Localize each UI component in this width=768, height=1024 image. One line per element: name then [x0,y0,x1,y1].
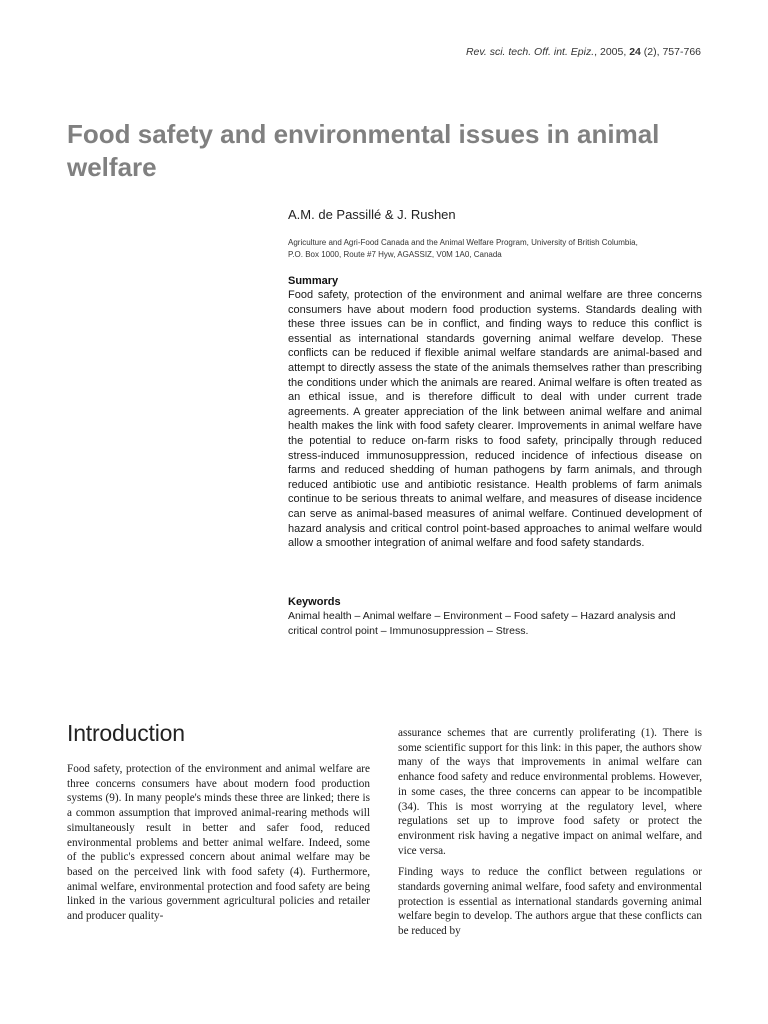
journal-name: Rev. sci. tech. Off. int. Epiz. [465,46,595,58]
summary-text: Food safety, protection of the environment and animal welfare are three concerns consumers have about modern food production systems. Standards dealing with these three issues can be in conflict, and finding ways to reduce this conflict is essential as international standards governing animal welfare develop. These conflicts can be reduced if flexible animal welfare standards are animal-based and attempt to directly assess the state of the animals themselves rather than prescribing the conditions under which the animals are reared. Animal welfare is often treated as an ethical issue, and is therefore difficult to deal with under current trade agreements. A greater appreciation of the link between animal welfare and animal health makes the link with food safety clearer. Improvements in animal welfare have the potential to reduce on-farm risks to food safety, principally through reduced stress-induced immunosuppression, reduced incidence of infectious disease on farms and reduced shedding of human pathogens by farm animals, and through reduced antibiotic use and antibiotic resistance. Health problems of farm animals continue to be serious threats to animal welfare, and measures of disease incidence can serve as animal-based measures of animal welfare. Continued development of hazard analysis and critical control point-based approaches to animal welfare would allow a smoother integration of animal welfare and food safety standards. [288,289,702,550]
journal-year: , 2005, [594,46,630,58]
affiliation-line-2: P.O. Box 1000, Route #7 Hyw, AGASSIZ, V0M 1A0, Canada [288,250,502,259]
introduction-paragraph-3: Finding ways to reduce the conflict between regulations or standards governing animal welfare, food safety and environmental protection is essential as international standards governing animal welfare begin to develop. The authors argue that these conflicts can be reduced by [398,866,702,938]
introduction-right-column [398,726,702,946]
affiliation-line-1: Agriculture and Agri-Food Canada and the Animal Welfare Program, University of British Columbia, [288,238,638,247]
introduction-paragraph-2: assurance schemes that are currently proliferating (1). There is some scientific support for this link: in this paper, the authors show many of the ways that improvements in animal welfare can enhance food safety and reduce environmental problems. However, in some cases, the three concerns can appear to be incompatible (34). This is most worrying at the regulatory level, where regulations set up to improve food safety or protect the environment risk having a negative impact on animal welfare, and vice versa. [398,727,702,857]
journal-volume: 24 [629,46,641,58]
introduction-heading: Introduction [67,720,185,746]
summary-heading: Summary [288,275,339,287]
authors: A.M. de Passillé & J. Rushen [288,207,456,222]
keywords-text: Animal health – Animal welfare – Environment – Food safety – Hazard analysis and critical control point – Immunosuppression – Stress. [288,610,676,637]
keywords-heading: Keywords [288,596,341,608]
journal-issue-pages: (2), 757-766 [640,46,701,58]
introduction-paragraph-1: Food safety, protection of the environment and animal welfare are three concerns consumers have about modern food production systems (9). In many people's minds these three are linked; there is a common assumption that improved animal-rearing methods will simultaneously result in better and safer food, reduced environmental problems and better animal welfare. Indeed, some of the public's expressed concern about animal welfare may be based on the perceived link with food safety (4). Furthermore, animal welfare, environmental protection and food safety are being linked in the various government agricultural policies and retailer and producer quality- [67,763,370,923]
keywords-section [288,595,702,638]
paper-title: Food safety and environmental issues in animal welfare [67,119,660,182]
journal-reference [466,46,701,58]
affiliation [288,237,702,261]
introduction-left-column [67,762,370,931]
summary-section [288,274,702,551]
